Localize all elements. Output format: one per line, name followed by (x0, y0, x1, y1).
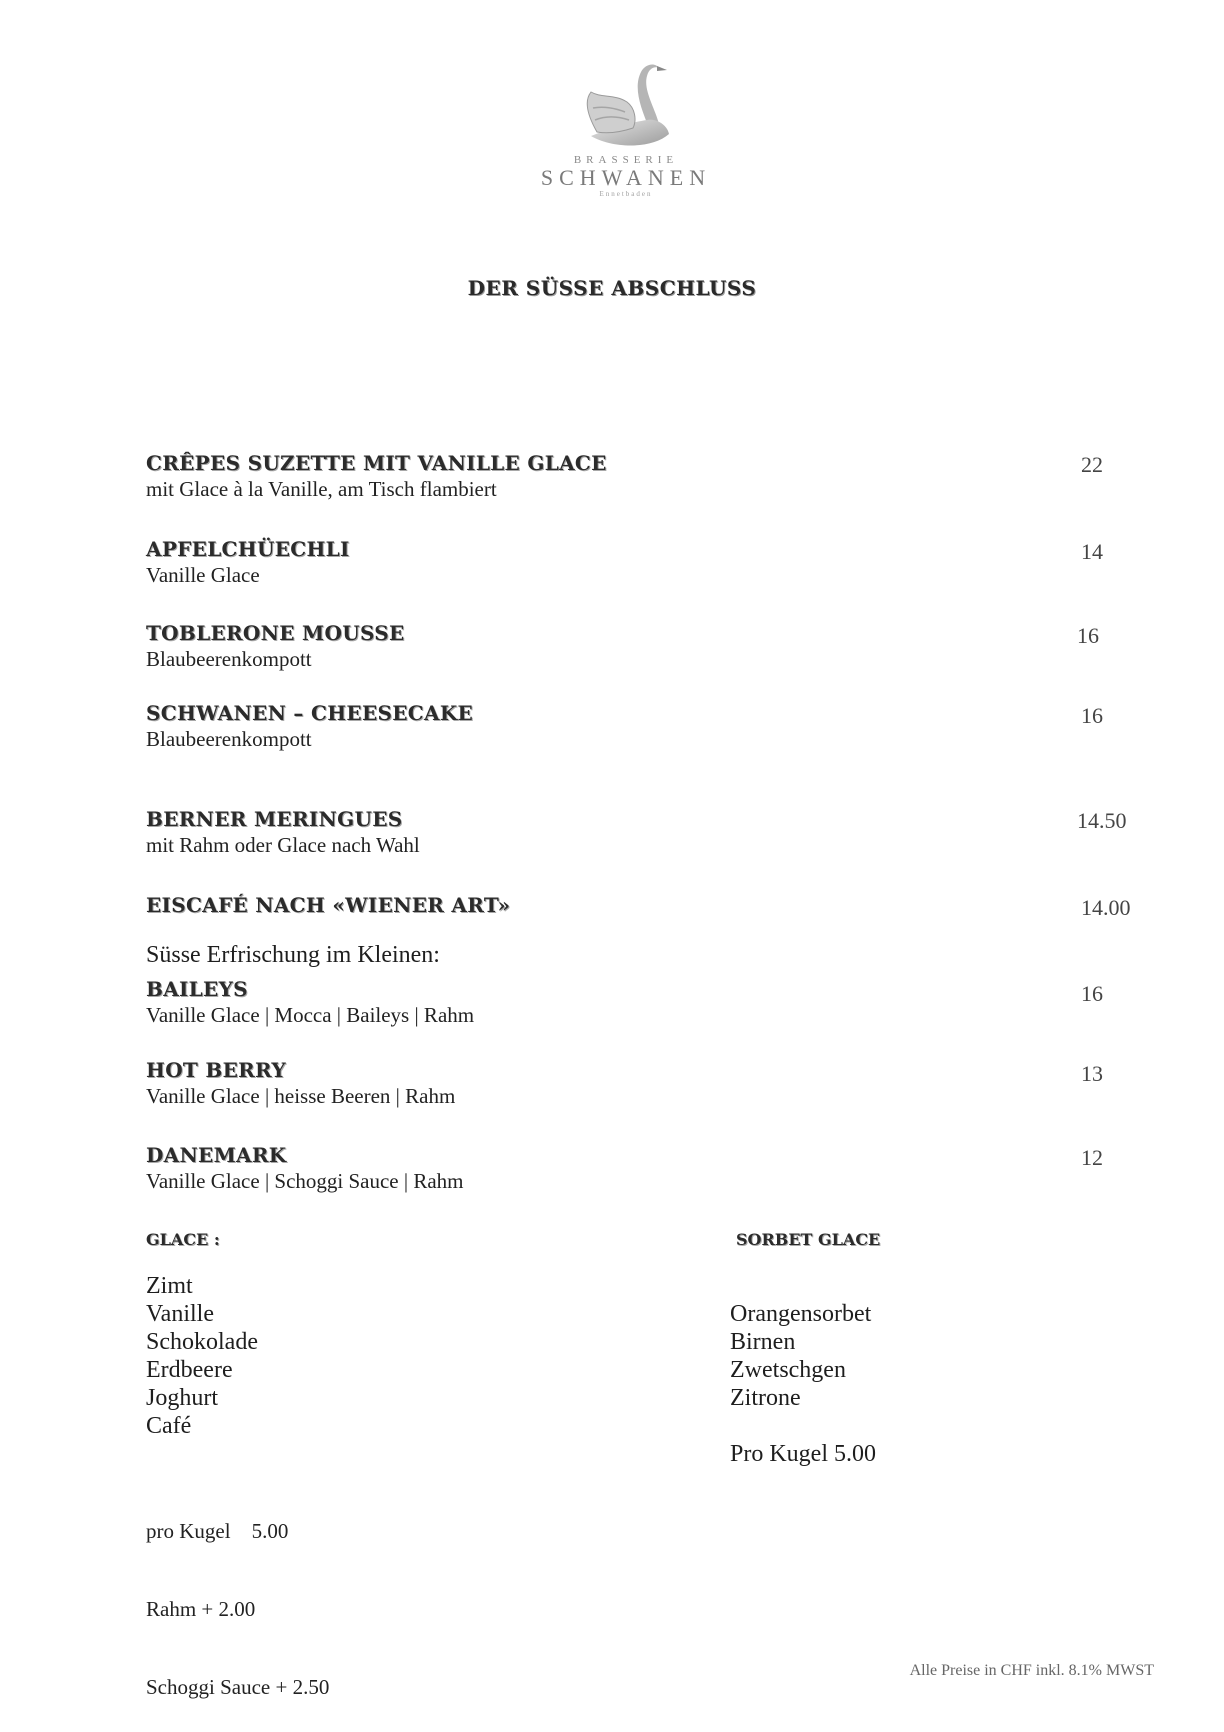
page-title: DER SÜSSE ABSCHLUSS (467, 276, 757, 300)
logo-schwanen-text: SCHWANEN (540, 165, 712, 190)
menu-item (146, 700, 1146, 752)
menu-item (146, 892, 1146, 918)
item-name: SCHWANEN – CHEESECAKE (146, 701, 474, 725)
section-subheading: Süsse Erfrischung im Kleinen: (146, 942, 440, 968)
sorbet-extras (730, 1440, 876, 1468)
list-item: Birnen (730, 1329, 796, 1355)
list-item: Erdbeere (146, 1357, 233, 1383)
sorbet-flavor-list (730, 1300, 871, 1412)
list-item: Joghurt (146, 1385, 218, 1411)
menu-item (146, 1142, 1146, 1194)
list-item: Zimt (146, 1273, 193, 1299)
item-description: Vanille Glace | Mocca | Baileys | Rahm (146, 1003, 475, 1027)
glace-flavor-list (146, 1272, 258, 1440)
item-description: Blaubeerenkompott (146, 647, 312, 671)
item-price: 13 (1081, 1061, 1103, 1086)
item-price: 16 (1081, 703, 1103, 728)
item-name: EISCAFÉ NACH «WIENER ART» (146, 893, 511, 917)
menu-item (146, 806, 1146, 858)
item-price: 22 (1081, 452, 1103, 477)
item-price: 14.50 (1077, 808, 1127, 833)
item-name: HOT BERRY (146, 1058, 286, 1082)
menu-item (146, 536, 1146, 588)
item-description: Vanille Glace | Schoggi Sauce | Rahm (146, 1169, 464, 1193)
menu-item (146, 450, 1146, 502)
logo-brasserie-text: BRASSERIE (573, 154, 679, 166)
item-description: mit Rahm oder Glace nach Wahl (146, 833, 420, 857)
item-price: 16 (1081, 981, 1103, 1006)
item-name: TOBLERONE MOUSSE (146, 621, 405, 645)
swan-icon (571, 58, 681, 150)
list-item: Zitrone (730, 1385, 801, 1411)
item-price: 14.00 (1081, 895, 1131, 920)
item-name: APFELCHÜECHLI (146, 537, 350, 561)
menu-item (146, 620, 1146, 672)
list-item: Schoggi Sauce + 2.50 (146, 1675, 330, 1699)
item-description: Vanille Glace (146, 563, 260, 587)
brasserie-logo (526, 58, 726, 218)
menu-item (146, 1057, 1146, 1109)
item-price: 12 (1081, 1145, 1103, 1170)
list-item: Schokolade (146, 1329, 258, 1355)
sorbet-title: SORBET GLACE (736, 1230, 881, 1249)
menu-item (146, 976, 1146, 1028)
item-description: Vanille Glace | heisse Beeren | Rahm (146, 1084, 456, 1108)
list-item: Pro Kugel 5.00 (730, 1441, 876, 1467)
item-description: Blaubeerenkompott (146, 727, 312, 751)
item-name: CRÊPES SUZETTE MIT VANILLE GLACE (146, 451, 607, 475)
price-footnote: Alle Preise in CHF inkl. 8.1% MWST (909, 1662, 1154, 1679)
list-item: Café (146, 1413, 192, 1439)
list-item: pro Kugel 5.00 (146, 1519, 289, 1543)
glace-title: GLACE : (146, 1230, 220, 1249)
logo-location-text: Ennetbaden (599, 190, 653, 198)
list-item: Rahm + 2.00 (146, 1597, 256, 1621)
item-name: DANEMARK (146, 1143, 287, 1167)
item-price: 16 (1077, 623, 1099, 648)
item-description: mit Glace à la Vanille, am Tisch flambiert (146, 477, 497, 501)
item-name: BAILEYS (146, 977, 248, 1001)
item-price: 14 (1081, 539, 1103, 564)
glace-extras (146, 1466, 329, 1726)
list-item: Zwetschgen (730, 1357, 846, 1383)
list-item: Vanille (146, 1301, 214, 1327)
item-name: BERNER MERINGUES (146, 807, 403, 831)
list-item: Orangensorbet (730, 1301, 872, 1327)
